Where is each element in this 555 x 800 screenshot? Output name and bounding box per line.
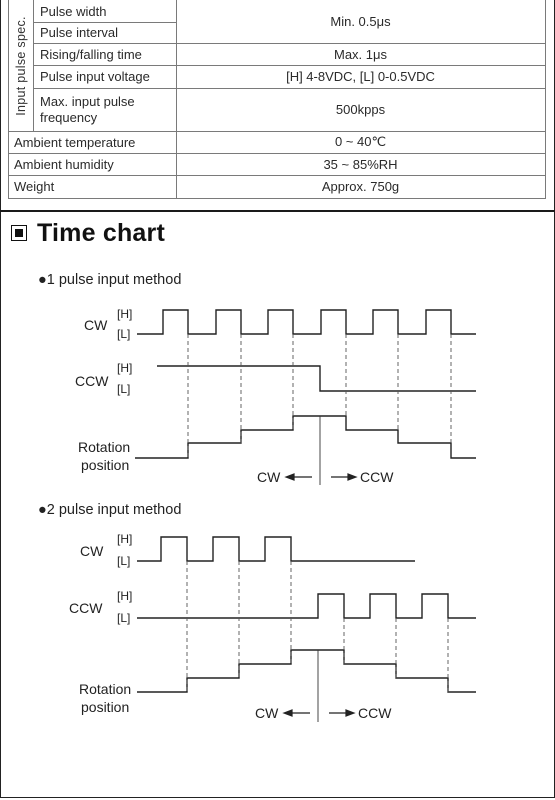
method-1-title: ●1 pulse input method	[38, 272, 182, 288]
spec-label-ambient-temperature: Ambient temperature	[14, 134, 136, 150]
spec-value-ambient-humidity: 35 ~ 85%RH	[323, 156, 398, 172]
spec-label-pulse-input-voltage: Pulse input voltage	[40, 69, 150, 84]
m1-cw-signal	[137, 310, 476, 334]
input-pulse-spec-group-label: Input pulse spec.	[13, 15, 28, 116]
m1-direction-cw: CW	[257, 469, 281, 485]
spec-value-weight: Approx. 750g	[321, 179, 400, 194]
m2-direction-ccw: CCW	[358, 705, 392, 721]
m2-rotation-position	[137, 650, 476, 692]
method-2-title: ●2 pulse input method	[38, 502, 182, 518]
m1-cw-low-label: [L]	[117, 327, 131, 341]
spec-value-max-input-pulse-frequency: 500kpps	[335, 102, 386, 117]
m1-rotation-position	[135, 416, 476, 458]
spec-label-rising-falling-time: Rising/falling time	[40, 46, 142, 62]
spec-label-max-input-pulse-frequency: Max. input pulse frequency	[40, 93, 135, 125]
m2-cw-signal	[137, 537, 415, 561]
time-chart-title: Time chart	[37, 218, 165, 247]
spec-value-pulse-input-voltage: [H] 4-8VDC, [L] 0-0.5VDC	[286, 69, 435, 84]
spec-label-pulse-interval: Pulse interval	[40, 25, 119, 40]
m2-position-label: position	[81, 699, 130, 715]
m1-ccw-signal	[157, 366, 476, 391]
spec-value-rising-falling-time: Max. 1μs	[333, 46, 387, 62]
spec-label-weight: Weight	[14, 179, 55, 194]
m2-ccw-high-label: [H]	[117, 589, 133, 603]
m2-cw-label: CW	[80, 543, 104, 559]
spec-value-pulse-width: Min. 0.5μs	[330, 14, 391, 29]
m2-ccw-signal	[137, 594, 476, 618]
m1-cw-high-label: [H]	[117, 307, 133, 321]
m2-direction-cw: CW	[255, 705, 279, 721]
m1-direction-ccw: CCW	[360, 469, 394, 485]
m2-ccw-low-label: [L]	[117, 611, 131, 625]
m2-rotation-label: Rotation	[79, 681, 132, 697]
m1-cw-label: CW	[84, 317, 108, 333]
m2-ccw-label: CCW	[69, 600, 103, 616]
spec-label-pulse-width: Pulse width	[40, 3, 107, 19]
m1-ccw-label: CCW	[75, 373, 109, 389]
spec-value-ambient-temperature: 0 ~ 40℃	[334, 134, 387, 149]
m1-position-label: position	[81, 457, 130, 473]
m2-cw-high-label: [H]	[117, 532, 133, 546]
spec-label-ambient-humidity: Ambient humidity	[14, 156, 114, 172]
m1-rotation-label: Rotation	[78, 439, 131, 455]
m2-cw-low-label: [L]	[117, 554, 131, 568]
m1-ccw-low-label: [L]	[117, 382, 131, 396]
timing-guides	[187, 334, 451, 692]
m1-ccw-high-label: [H]	[117, 361, 133, 375]
